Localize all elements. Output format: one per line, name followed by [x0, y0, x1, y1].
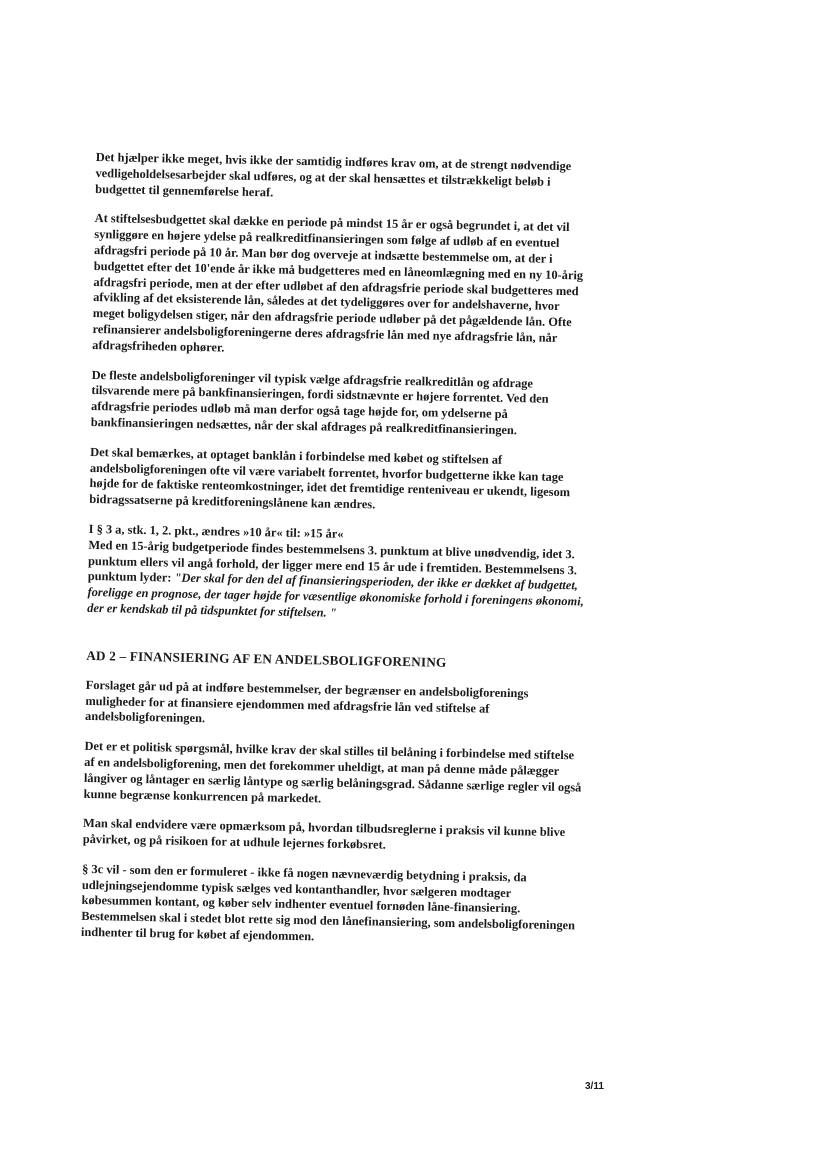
paragraph-2: At stiftelsesbudgettet skal dække en periode på mindst 15 år er også begrundet i, at det vil synliggøre en højere ydelse på realkreditfinansieringen som følge af udløb af en eventuel afdragsfri periode på 10 år. Man bør dog overveje at indsætte bestemmelse om, at der i budgettet efter det 10'ende år ikke må budgetteres med en låneomlægning med en ny 10-årig afdragsfri periode, men at der efter udløbet af den afdragsfrie periode skal budgetteres med afvikling af det eksisterende lån, således at det tydeliggøres over for andelshaverne, hvor meget boligydelsen stiger, når den afdragsfrie periode udløber på det pågældende lån. Ofte refinansierer andelsboligforeningerne deres afdragsfrie lån med nye afdragsfrie lån, når afdragsfriheden ophører.: [92, 211, 584, 355]
section-paragraph-1: Forslaget går ud på at indføre bestemmelser, der begrænser en andelsboligforenings muligheder for at finansiere ejendommen med afdragsfrie lån ved stiftelse af andelsboligforeningen.: [84, 677, 529, 726]
section-paragraph-2: Det er et politisk spørgsmål, hvilke krav der skal stilles til belåning i forbindelse med stiftelse af en andelsboligforening, men det forekommer uheldigt, at man på denne måde pålægger långiver og låntager en særlig låntype og særlig belåningsgrad. Sådanne særlige regler vil også kunne begrænse konkurrencen på markedet.: [83, 739, 582, 805]
document-body: [81, 150, 594, 964]
amendment-line: I § 3 a, stk. 1, 2. pkt., ændres »10 år« til: »15 år«: [88, 521, 344, 541]
amendment-paragraph: [87, 522, 587, 626]
section-heading: AD 2 – FINANSIERING AF EN ANDELSBOLIGFORENING: [86, 647, 447, 670]
page-number: 3/11: [585, 1081, 604, 1092]
section-paragraph-4: § 3c vil - som den er formuleret - ikke få nogen nævneværdig betydning i praksis, da udlejningsejendomme typisk sælges ved kontanthandler, hvor sælgeren modtager købesummen kontant, og køber selv indhenter eventuel fornøden låne-finansiering. Bestemmelsen skal i stedet blot rette sig mod den lånefinansiering, som andelsboligforeningen indhenter til brug for købet af ejendommen.: [80, 861, 576, 944]
paragraph-3: De fleste andelsboligforeninger vil typisk vælge afdragsfrie realkreditlån og afdrage tilsvarende mere på bankfinansieringen, fordi sidstnævnte er højere forrentet. Ved den afdragsfrie periodes udløb må man derfor også tage højde for, om ydelserne på bankfinansieringen nedsættes, når der skal afdrages på realkreditfinansieringen.: [90, 367, 549, 438]
paragraph-4: Det skal bemærkes, at optaget banklån i forbindelse med købet og stiftelsen af andelsboligforeningen ofte vil være variabelt forrentet, hvorfor budgetterne ikke kan tage højde for de faktiske renteomkostninger, idet det fremtidige renteniveau er ukendt, ligesom bidragssatserne på kreditforeningslånene kan ændres.: [89, 444, 571, 512]
paragraph-1: Det hjælper ikke meget, hvis ikke der samtidig indføres krav om, at de strengt nødvendige vedligeholdelsesarbejder skal udføres, og at der skal hensættes et tilstrækkeligt beløb i budgettet til gennemførelse heraf.: [95, 150, 572, 200]
amendment-quote: "Der skal for den del af finansieringsperioden, der ikke er dækket af budgettet, foreligge en prognose, der tager højde for væsentlige økonomiske forhold i foreningens økonomi, der er kendskab til på tidspunktet for stiftelsen. ": [87, 570, 584, 620]
section-paragraph-3: Man skal endvidere være opmærksom på, hvordan tilbudsreglerne i praksis vil kunne blive påvirket, og på risikoen for at udhule lejernes forkøbsret.: [82, 816, 566, 852]
amendment-text: Med en 15-årig budgetperiode findes bestemmelsens 3. punktum at blive unødvendig, idet 3. punktum ellers vil angå forhold, der ligger mere end 15 år ude i fremtiden. Bestemmelsens 3. punktum lyder:: [87, 537, 578, 585]
